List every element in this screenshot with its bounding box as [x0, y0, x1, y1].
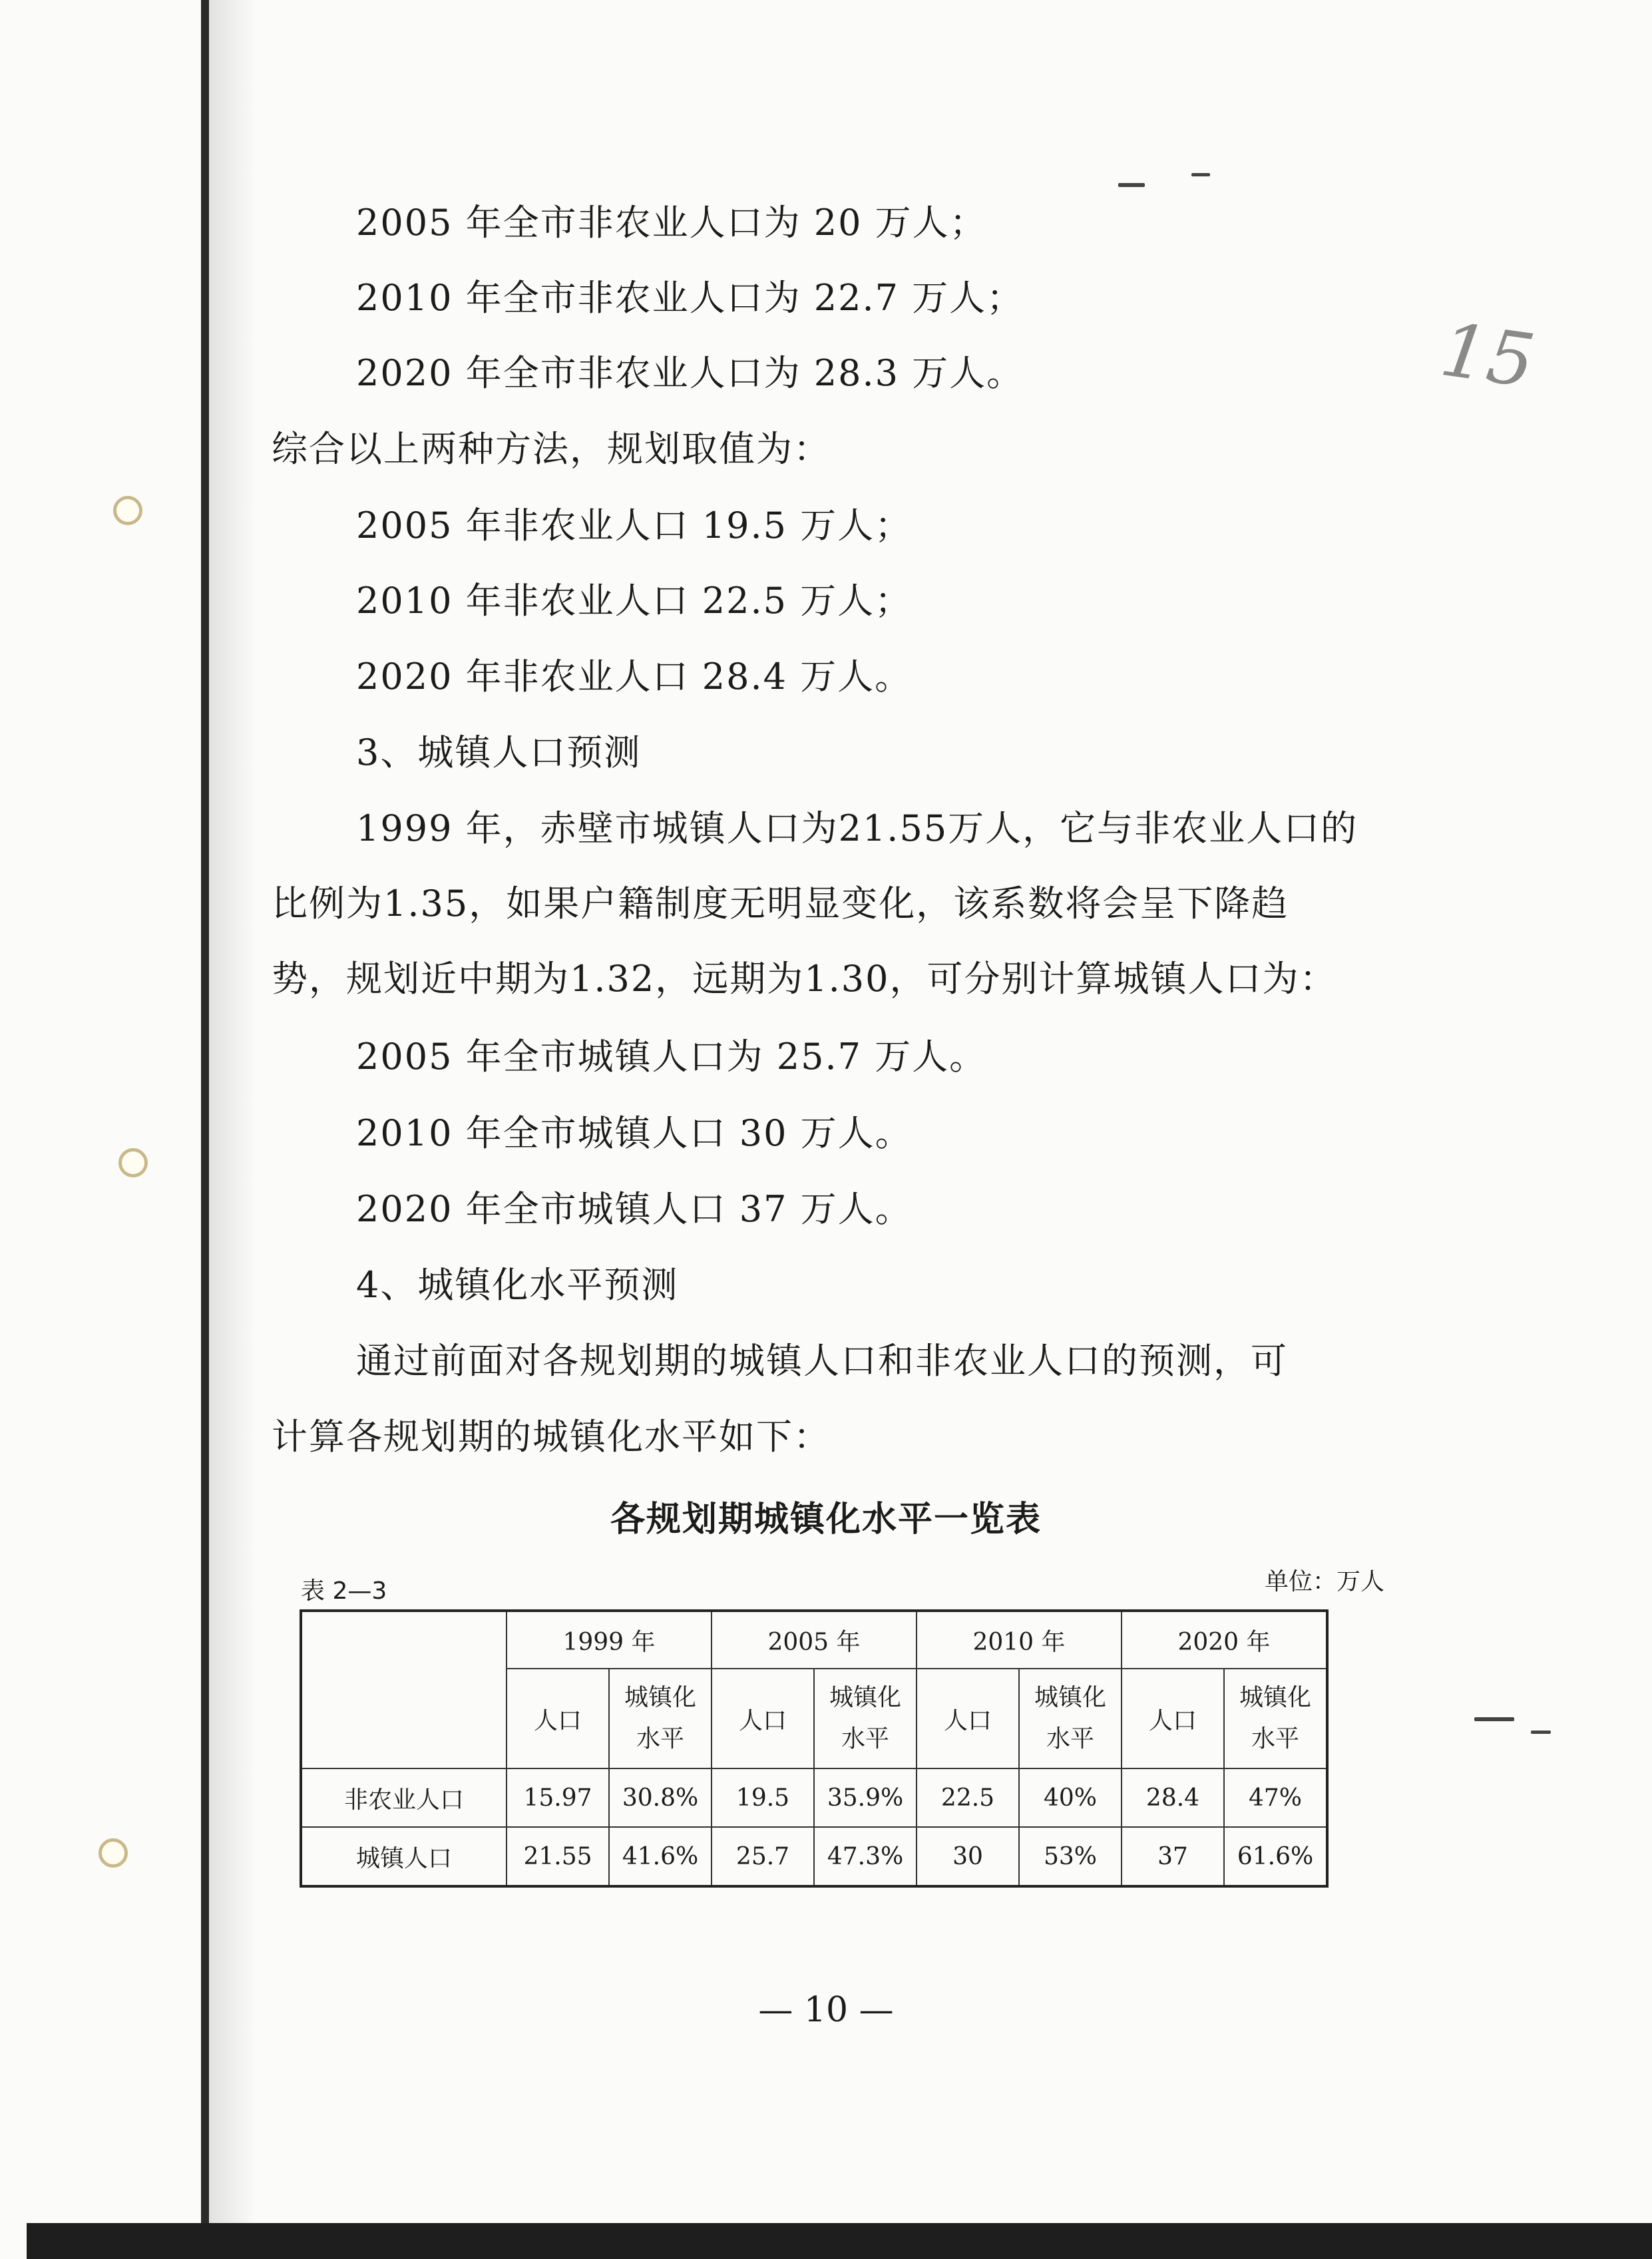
table-cell: 28.4 [1122, 1768, 1224, 1827]
punch-hole-bottom [99, 1838, 128, 1868]
subheader-rate-line: 水平 [1046, 1725, 1094, 1752]
text-line: 综合以上两种方法，规划取值为： [272, 428, 831, 470]
text-line: 2020 年全市城镇人口 37 万人。 [356, 1188, 913, 1230]
text-line: 比例为1.35，如果户籍制度无明显变化，该系数将会呈下降趋 [272, 883, 1289, 924]
handwritten-page-mark: 15 [1435, 306, 1540, 405]
subheader-urbanization-rate [1224, 1669, 1327, 1768]
table-unit: 单位：万人 [1265, 1568, 1385, 1595]
year-header: 1999 年 [507, 1611, 712, 1669]
row-label: 非农业人口 [301, 1768, 507, 1827]
table-cell: 61.6% [1224, 1827, 1327, 1886]
binding-shadow [209, 0, 256, 2259]
text-line: 势，规划近中期为1.32，远期为1.30，可分别计算城镇人口为： [272, 958, 1337, 1000]
table-row [301, 1827, 1327, 1886]
subheader-urbanization-rate [814, 1669, 917, 1768]
section-heading: 4、城镇化水平预测 [356, 1264, 679, 1306]
table-cell: 25.7 [712, 1827, 814, 1886]
text-line: 2005 年非农业人口 19.5 万人； [356, 505, 913, 546]
urbanization-table [300, 1609, 1329, 1888]
table-row [301, 1768, 1327, 1827]
page-number: — 10 — [758, 1990, 894, 2030]
binding-line [201, 0, 209, 2259]
subheader-rate-line: 城镇化 [624, 1684, 696, 1711]
subheader-population: 人口 [507, 1669, 609, 1768]
subheader-population: 人口 [1122, 1669, 1224, 1768]
table-cell: 41.6% [609, 1827, 712, 1886]
text-line: 2005 年全市城镇人口为 25.7 万人。 [356, 1036, 987, 1078]
text-line: 2020 年全市非农业人口为 28.3 万人。 [356, 352, 1024, 394]
text-line: 2005 年全市非农业人口为 20 万人； [356, 202, 987, 244]
table-cell: 15.97 [507, 1768, 609, 1827]
subheader-rate-line: 水平 [1251, 1725, 1299, 1752]
table-cell: 37 [1122, 1827, 1224, 1886]
table-cell: 19.5 [712, 1768, 814, 1827]
subheader-rate-line: 城镇化 [1034, 1684, 1106, 1711]
row-label: 城镇人口 [301, 1827, 507, 1886]
year-header: 2005 年 [712, 1611, 917, 1669]
table-cell: 53% [1019, 1827, 1122, 1886]
text-line: 2010 年全市城镇人口 30 万人。 [356, 1112, 913, 1154]
subheader-rate-line: 城镇化 [829, 1684, 901, 1711]
table-cell: 40% [1019, 1768, 1122, 1827]
table-title: 各规划期城镇化水平一览表 [610, 1500, 1042, 1540]
punch-hole-middle [118, 1148, 148, 1177]
text-line: 计算各规划期的城镇化水平如下： [272, 1416, 831, 1458]
table-cell: 22.5 [917, 1768, 1019, 1827]
text-line: 2010 年全市非农业人口为 22.7 万人； [356, 277, 1024, 319]
scan-speck [1118, 183, 1145, 187]
scan-bottom-edge [27, 2223, 1652, 2259]
table-label: 表 2—3 [301, 1577, 387, 1605]
table-cell: 21.55 [507, 1827, 609, 1886]
scan-speck [1191, 173, 1210, 176]
subheader-urbanization-rate [609, 1669, 712, 1768]
table-cell: 30.8% [609, 1768, 712, 1827]
punch-hole-top [113, 496, 142, 525]
table-corner-cell [301, 1611, 507, 1768]
table-cell: 35.9% [814, 1768, 917, 1827]
table-cell: 30 [917, 1827, 1019, 1886]
table-year-row [301, 1611, 1327, 1669]
subheader-rate-line: 水平 [636, 1725, 684, 1752]
table-cell: 47.3% [814, 1827, 917, 1886]
subheader-population: 人口 [712, 1669, 814, 1768]
table-cell: 47% [1224, 1768, 1327, 1827]
subheader-rate-line: 水平 [841, 1725, 889, 1752]
text-line: 通过前面对各规划期的城镇人口和非农业人口的预测，可 [356, 1340, 1288, 1382]
year-header: 2010 年 [917, 1611, 1122, 1669]
year-header: 2020 年 [1122, 1611, 1327, 1669]
scan-speck [1531, 1731, 1551, 1734]
text-line: 2020 年非农业人口 28.4 万人。 [356, 656, 913, 698]
subheader-urbanization-rate [1019, 1669, 1122, 1768]
text-line: 1999 年，赤壁市城镇人口为21.55万人，它与非农业人口的 [356, 807, 1358, 849]
text-line: 2010 年非农业人口 22.5 万人； [356, 580, 913, 622]
subheader-rate-line: 城镇化 [1239, 1684, 1311, 1711]
section-heading: 3、城镇人口预测 [356, 731, 642, 773]
subheader-population: 人口 [917, 1669, 1019, 1768]
scan-speck [1474, 1717, 1514, 1721]
